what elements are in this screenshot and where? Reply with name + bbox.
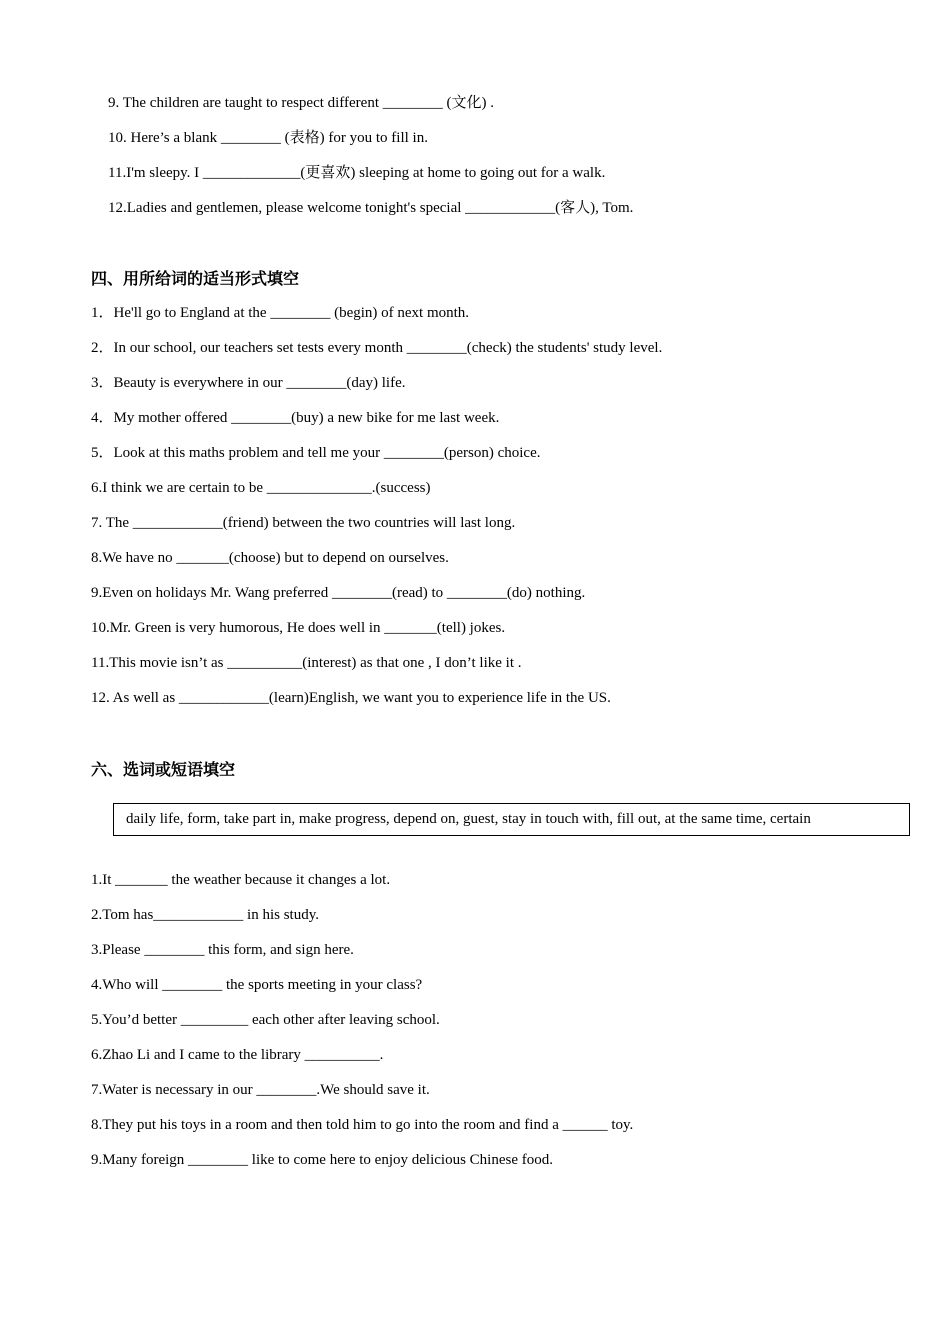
exercise-line: 1．He'll go to England at the ________ (begin) of next month.	[91, 305, 470, 321]
exercise-line: 9.Many foreign ________ like to come here to enjoy delicious Chinese food.	[91, 1152, 553, 1168]
exercise-line: 3.Please ________ this form, and sign here.	[91, 942, 354, 958]
section-top-list	[108, 86, 633, 226]
word-bank-box: daily life, form, take part in, make progress, depend on, guest, stay in touch with, fill out, at the same time, certain	[113, 803, 910, 836]
exercise-line: 8.We have no _______(choose) but to depend on ourselves.	[91, 550, 449, 566]
exercise-line: 10.Mr. Green is very humorous, He does well in _______(tell) jokes.	[91, 620, 506, 636]
exercise-line: 6.Zhao Li and I came to the library __________.	[91, 1047, 384, 1063]
section-6-heading: 六、选词或短语填空	[91, 760, 236, 779]
exercise-line: 9.Even on holidays Mr. Wang preferred ________(read) to ________(do) nothing.	[91, 585, 586, 601]
exercise-line: 11.I'm sleepy. I _____________(更喜欢) sleeping at home to going out for a walk.	[108, 165, 606, 181]
exercise-line: 7. The ____________(friend) between the two countries will last long.	[91, 515, 516, 531]
exercise-line: 4．My mother offered ________(buy) a new bike for me last week.	[91, 410, 500, 426]
exercise-line: 12.Ladies and gentlemen, please welcome tonight's special ____________(客人), Tom.	[108, 200, 634, 216]
exercise-line: 3．Beauty is everywhere in our ________(day) life.	[91, 375, 406, 391]
exercise-line: 7.Water is necessary in our ________.We should save it.	[91, 1082, 430, 1098]
section-4-list	[91, 296, 662, 716]
section-4-heading: 四、用所给词的适当形式填空	[91, 269, 300, 288]
section-6-list	[91, 863, 633, 1178]
exercise-line: 6.I think we are certain to be ______________.(success)	[91, 480, 431, 496]
exercise-line: 1.It _______ the weather because it changes a lot.	[91, 872, 391, 888]
exercise-line: 5．Look at this maths problem and tell me your ________(person) choice.	[91, 445, 541, 461]
exercise-line: 4.Who will ________ the sports meeting in your class?	[91, 977, 423, 993]
exercise-line: 8.They put his toys in a room and then told him to go into the room and find a ______ toy.	[91, 1117, 634, 1133]
exercise-line: 11.This movie isn’t as __________(interest) as that one , I don’t like it .	[91, 655, 522, 671]
exercise-line: 9. The children are taught to respect different ________ (文化) .	[108, 95, 494, 111]
exercise-line: 10. Here’s a blank ________ (表格) for you to fill in.	[108, 130, 428, 146]
exercise-line: 5.You’d better _________ each other after leaving school.	[91, 1012, 440, 1028]
exercise-line: 12. As well as ____________(learn)English, we want you to experience life in the US.	[91, 690, 611, 706]
exercise-line: 2.Tom has____________ in his study.	[91, 907, 319, 923]
exercise-line: 2．In our school, our teachers set tests every month ________(check) the students' study level.	[91, 340, 663, 356]
